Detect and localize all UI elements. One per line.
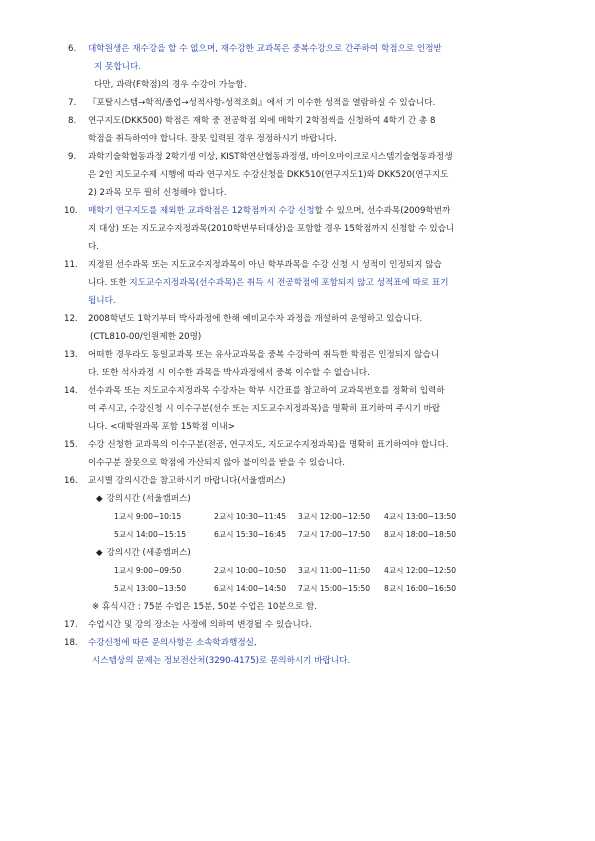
diamond-bullet-icon: ◆ [96, 494, 103, 504]
item-text-line: 여 주시고, 수강신청 시 이수구분(선수 또는 지도교수지정과목)을 명확히 표기하여 주시기 바랍 [88, 404, 441, 414]
item-text-line: 대학원생은 재수강을 할 수 없으며, 재수강한 교과목은 중복수강으로 간주하여 학점으로 인정받 [88, 44, 442, 54]
notice-item-14 [0, 382, 595, 436]
item-text-line [88, 202, 540, 220]
item-number: 18. [64, 638, 78, 648]
period-cell: 6교시 14:00~14:50 [214, 584, 287, 593]
period-cell: 8교시 16:00~16:50 [384, 584, 457, 593]
period-cell: 7교시 15:00~15:50 [298, 584, 371, 593]
seoul-time-row-1 [114, 508, 595, 526]
item-number: 14. [64, 386, 78, 396]
period-cell: 3교시 12:00~12:50 [298, 512, 371, 521]
plain-text: 니다. 또한 [88, 278, 130, 288]
item-text-line: 니다. <대학원과목 포함 15학점 이내> [88, 422, 235, 432]
item-text-line: 지 못합니다. [94, 62, 141, 72]
item-number: 16. [64, 476, 78, 486]
item-text-line: 다. [88, 242, 100, 252]
diamond-bullet-icon: ◆ [96, 548, 103, 558]
notice-item-12 [0, 310, 595, 346]
notice-item-18 [0, 634, 595, 670]
item-text-line: 수강신청에 따른 문의사항은 소속학과행정실, [88, 638, 257, 648]
notice-item-17 [0, 616, 595, 634]
schedule-heading-text: 강의시간 (세종캠퍼스) [106, 548, 191, 558]
notice-item-11 [0, 256, 595, 310]
item-text-line: 다. 또한 석사과정 시 이수한 과목을 박사과정에서 중복 이수할 수 없습니다. [88, 368, 370, 378]
item-text-line: 어떠한 경우라도 동일교과목 또는 유사교과목을 중복 수강하여 취득한 학점은 인정되지 않습니 [88, 350, 440, 360]
notice-item-9 [0, 148, 595, 202]
item-number: 11. [64, 260, 78, 270]
item-text-line: 됩니다. [88, 296, 116, 306]
item-number: 8. [68, 116, 77, 126]
item-text-line: 2) 2과목 모두 필히 신청해야 합니다. [88, 188, 227, 198]
item-text-line: 이수구분 잘못으로 학점에 가산되지 않아 불이익을 받을 수 있습니다. [88, 458, 346, 468]
item-text-line: 다만, 과락(F학점)의 경우 수강이 가능함. [94, 80, 247, 90]
plain-text: 할 수 있으며, 선수과목(2009학번까 [314, 206, 451, 216]
schedule-heading-text: 강의시간 (서울캠퍼스) [106, 494, 191, 504]
item-text-line: 은 2인 지도교수제 시행에 따라 연구지도 수강신청을 DKK510(연구지도1)와 DKK520(연구지도 [88, 170, 449, 180]
notice-page [0, 40, 595, 670]
item-text-line: 지정된 선수과목 또는 지도교수지정과목이 아닌 학부과목을 수강 신청 시 성적이 인정되지 않습 [88, 260, 442, 270]
sejong-schedule-heading [96, 544, 595, 562]
item-text-line: 『포탈시스템→학적/졸업→성적사항-성적조회』에서 기 이수한 성적을 열람하실 수 있습니다. [88, 98, 436, 108]
period-cell: 6교시 15:30~16:45 [214, 530, 287, 539]
item-number: 12. [64, 314, 78, 324]
period-cell: 2교시 10:00~10:50 [214, 566, 287, 575]
item-text-line: 학점을 취득하여야 합니다. 잘못 입력된 경우 정정하시기 바랍니다. [88, 134, 337, 144]
period-cell: 3교시 11:00~11:50 [298, 566, 371, 575]
period-cell: 1교시 9:00~10:15 [114, 512, 182, 521]
item-text-line: 선수과목 또는 지도교수지정과목 수강자는 학부 시간표를 참고하여 교과목번호를 정확히 입력하 [88, 386, 445, 396]
notice-item-13 [0, 346, 595, 382]
item-text-line: 지 대상) 또는 지도교수지정과목(2010학번부터대상)을 포함할 경우 15학점까지 신청할 수 있습니 [88, 224, 455, 234]
period-cell: 4교시 12:00~12:50 [384, 566, 457, 575]
notice-item-7 [0, 94, 595, 112]
period-cell: 4교시 13:00~13:50 [384, 512, 457, 521]
sejong-time-row-1 [114, 562, 595, 580]
item-text-line: (CTL810-00/인원제한 20명) [90, 332, 202, 342]
item-number: 6. [68, 44, 77, 54]
period-cell: 5교시 14:00~15:15 [114, 530, 187, 539]
item-text-line: 과학기술학협동과정 2학기생 이상, KIST학연산협동과정생, 바이오마이크로시스템기술협동과정생 [88, 152, 453, 162]
sejong-time-row-2 [114, 580, 595, 598]
notice-item-6 [0, 40, 595, 94]
item-text-line: 연구지도(DKK500) 학점은 재학 중 전공학점 외에 매학기 2학점씩을 신청하여 4학기 간 총 8 [88, 116, 436, 126]
period-cell: 7교시 17:00~17:50 [298, 530, 371, 539]
item-text-line: 교시별 강의시간을 참고하시기 바랍니다(서울캠퍼스) [88, 476, 286, 486]
item-number: 10. [64, 206, 78, 216]
period-cell: 8교시 18:00~18:50 [384, 530, 457, 539]
period-cell: 1교시 9:00~09:50 [114, 566, 182, 575]
item-text-line: 2008학년도 1학기부터 박사과정에 한해 예비교수자 과정을 개설하여 운영하고 있습니다. [88, 314, 423, 324]
period-cell: 5교시 13:00~13:50 [114, 584, 187, 593]
item-text-line [88, 274, 540, 292]
notice-item-10 [0, 202, 595, 256]
item-number: 15. [64, 440, 78, 450]
highlighted-text: 매학기 연구지도를 제외한 교과학점은 12학점까지 수강 신청 [88, 206, 315, 216]
seoul-schedule-heading [96, 490, 595, 508]
notice-item-16 [0, 472, 595, 490]
notice-item-15 [0, 436, 595, 472]
item-number: 13. [64, 350, 78, 360]
break-time-note: ※ 휴식시간 : 75분 수업은 15분, 50분 수업은 10분으로 함. [92, 602, 318, 612]
seoul-time-row-2 [114, 526, 595, 544]
notice-item-8 [0, 112, 595, 148]
item-text-line: 수강 신청한 교과목의 이수구분(전공, 연구지도, 지도교수지정과목)을 명확히 표기하여야 합니다. [88, 440, 449, 450]
period-cell: 2교시 10:30~11:45 [214, 512, 287, 521]
item-number: 17. [64, 620, 78, 630]
item-text-line: 수업시간 및 강의 장소는 사정에 의하여 변경될 수 있습니다. [88, 620, 312, 630]
item-number: 9. [68, 152, 77, 162]
item-text-line: 시스템상의 문제는 정보전산처(3290-4175)로 문의하시기 바랍니다. [92, 656, 351, 666]
highlighted-text: 지도교수지정과목(선수과목)은 취득 시 전공학점에 포함되지 않고 성적표에 따로 표기 [129, 278, 449, 288]
item-number: 7. [68, 98, 77, 108]
